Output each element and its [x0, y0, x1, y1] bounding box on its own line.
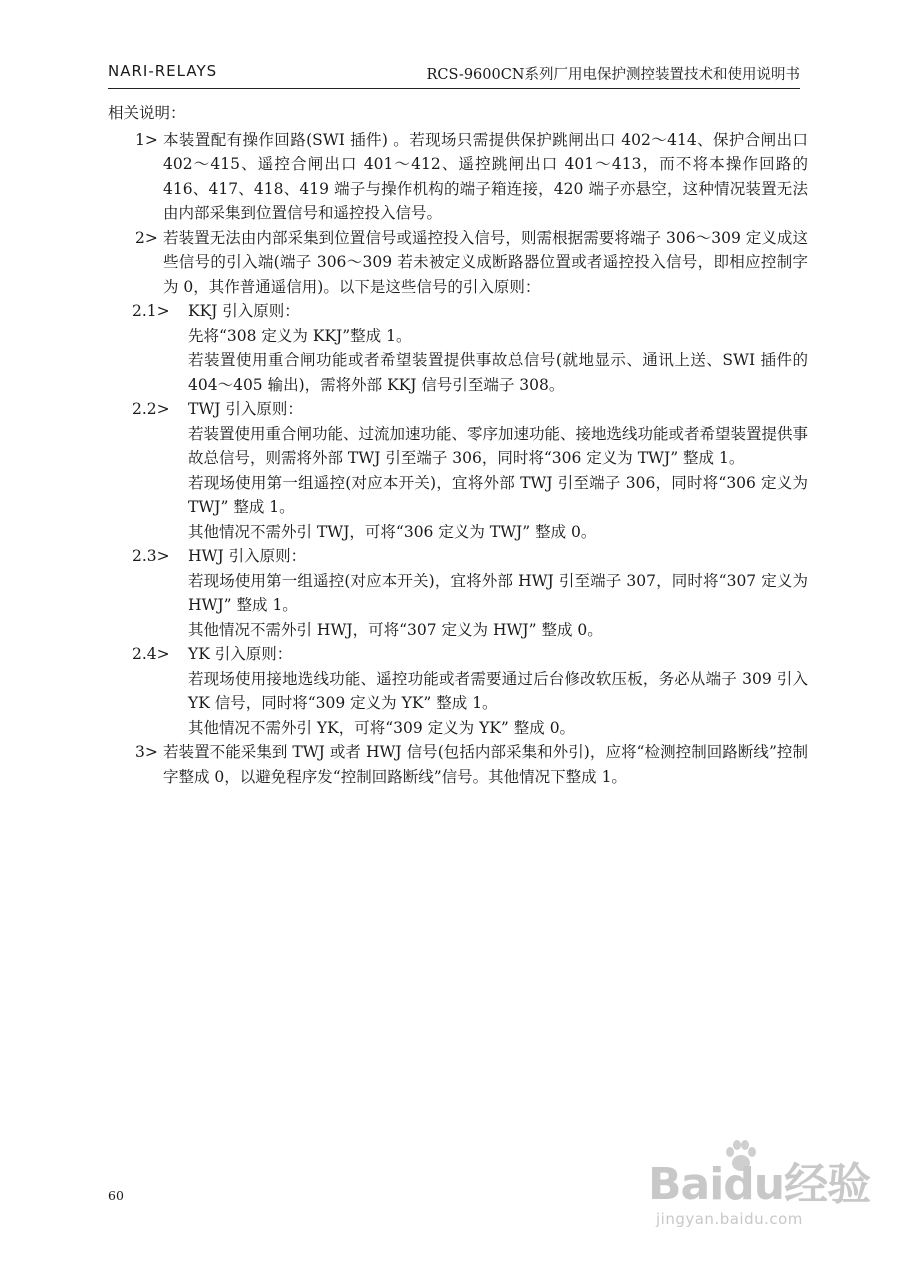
sub-item-line: 先将“308 定义为 KKJ”整成 1。 — [188, 326, 412, 345]
header-rule — [108, 88, 800, 89]
watermark-logo: Baidu经验 — [648, 1159, 871, 1210]
item-number: 1> — [135, 130, 158, 149]
note-item-3 — [108, 740, 808, 789]
sub-item-title: KKJ 引入原则： — [188, 302, 300, 320]
sub-item-line: 若装置使用重合闸功能、过流加速功能、零序加速功能、接地选线功能或者希望装置提供事故总信号，则需将外部 TWJ 引至端子 306，同时将“306 定义为 TWJ” 整成 1。 — [188, 424, 809, 467]
sub-item-title: TWJ 引入原则： — [188, 400, 303, 418]
document-title: RCS-9600CN系列厂用电保护测控装置技术和使用说明书 — [426, 67, 800, 83]
sub-item-line: 若现场使用接地选线功能、遥控功能或者需要通过后台修改软压板，务必从端子 309 引入 YK 信号，同时将“309 定义为 YK” 整成 1。 — [188, 669, 808, 712]
sub-item-2-2 — [108, 397, 808, 544]
sub-item-line: 若现场使用第一组遥控(对应本开关)，宜将外部 HWJ 引至端子 307，同时将“307 定义为 HWJ” 整成 1。 — [188, 571, 808, 614]
sub-item-number: 2.3> — [132, 547, 170, 565]
watermark-url: jingyan.baidu.com — [656, 1210, 803, 1228]
page-number: 60 — [108, 1188, 124, 1203]
document-body — [108, 101, 808, 789]
sub-item-number: 2.4> — [132, 645, 170, 663]
item-number: 3> — [135, 743, 158, 761]
page-header — [108, 62, 800, 86]
brand-name: NARI-RELAYS — [108, 62, 218, 80]
baidu-watermark — [648, 1148, 878, 1238]
item-text: 本装置配有操作回路(SWI 插件) 。若现场只需提供保护跳闸出口 402～414、保护合闸出口 402～415、遥控合闸出口 401～412、遥控跳闸出口 401～413，而不将本操作回路的 416、417、418、419 端子与操作机构的端子箱连接，420 端子亦悬空，这种情况装置无法由内部采集到位置信号和遥控投入信号。 — [163, 130, 808, 222]
section-heading: 相关说明： — [108, 104, 186, 122]
sub-item-title: YK 引入原则： — [188, 645, 293, 663]
note-item-1 — [108, 128, 808, 226]
sub-item-2-4 — [108, 642, 808, 740]
note-item-2 — [108, 226, 808, 300]
sub-item-title: HWJ 引入原则： — [188, 547, 307, 565]
item-text: 若装置不能采集到 TWJ 或者 HWJ 信号(包括内部采集和外引)，应将“检测控制回路断线”控制字整成 0，以避免程序发“控制回路断线”信号。其他情况下整成 1。 — [163, 743, 808, 786]
sub-item-number: 2.1> — [132, 302, 170, 320]
sub-item-2-3 — [108, 544, 808, 642]
item-text: 若装置无法由内部采集到位置信号或遥控投入信号，则需根据需要将端子 306～309 定义成这些信号的引入端(端子 306～309 若未被定义成断路器位置或者遥控投入信号，即相应控制字为 0，其作普通遥信用)。以下是这些信号的引入原则： — [163, 228, 808, 296]
sub-item-line: 其他情况不需外引 TWJ，可将“306 定义为 TWJ” 整成 0。 — [188, 522, 597, 541]
sub-item-line: 其他情况不需外引 YK，可将“309 定义为 YK” 整成 0。 — [188, 718, 576, 737]
sub-item-line: 其他情况不需外引 HWJ，可将“307 定义为 HWJ” 整成 0。 — [188, 620, 603, 639]
item-number: 2> — [135, 228, 158, 247]
sub-item-line: 若装置使用重合闸功能或者希望装置提供事故总信号(就地显示、通讯上送、SWI 插件的 404～405 输出)，需将外部 KKJ 信号引至端子 308。 — [188, 351, 808, 394]
sub-item-line: 若现场使用第一组遥控(对应本开关)，宜将外部 TWJ 引至端子 306，同时将“306 定义为 TWJ” 整成 1。 — [188, 473, 808, 516]
sub-item-number: 2.2> — [132, 400, 170, 418]
sub-item-2-1 — [108, 299, 808, 397]
